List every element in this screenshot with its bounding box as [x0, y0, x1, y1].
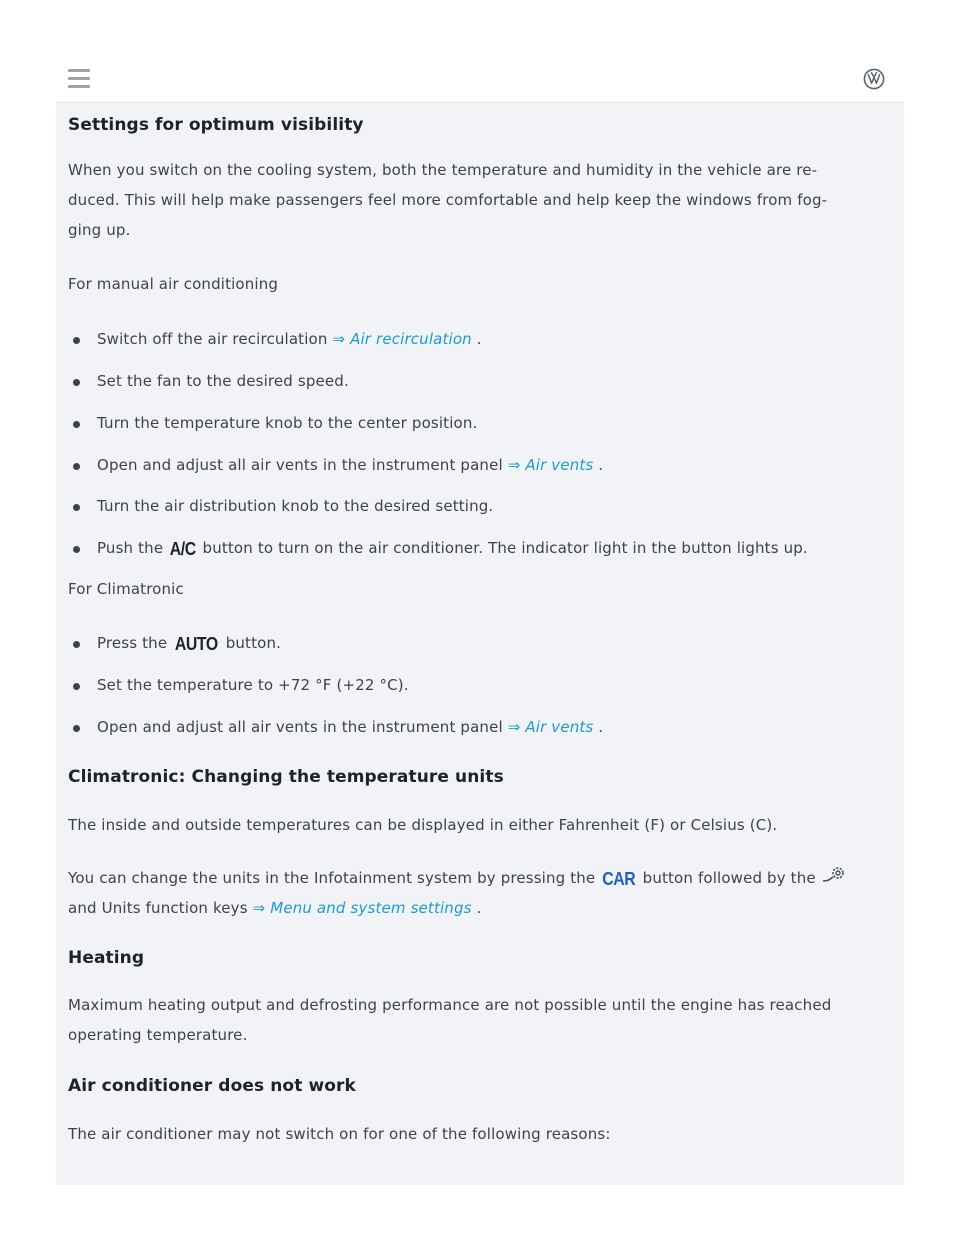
bullet-icon — [73, 683, 80, 690]
units-line-2 — [68, 863, 847, 894]
step-text: Switch off the air recirculation — [97, 330, 333, 348]
step-suffix: . — [471, 330, 482, 348]
link-air-vents[interactable]: ⇒ Air vents — [507, 718, 594, 736]
intro-line-1: When you switch on the cooling system, both the temperature and humidity in the vehicle are re- — [68, 161, 818, 179]
top-bar — [56, 56, 904, 103]
step-suffix: . — [593, 456, 604, 474]
step-text: Push the — [97, 539, 169, 557]
bullet-icon — [73, 379, 80, 386]
link-air-recirculation[interactable]: ⇒ Air recirculation — [332, 330, 472, 348]
bullet-icon — [73, 546, 80, 553]
ac-button-icon: A/C — [169, 539, 196, 559]
link-menu-system-settings[interactable]: ⇒ Menu and system settings — [252, 899, 472, 917]
heading-units: Climatronic: Changing the temperature units — [68, 767, 504, 787]
heading-visibility: Settings for optimum visibility — [68, 115, 364, 135]
step-text: Turn the temperature knob to the center position. — [97, 414, 478, 432]
bullet-icon — [73, 463, 80, 470]
step-suffix: button. — [220, 634, 282, 652]
step-text: Set the temperature to +72 °F (+22 °C). — [97, 676, 409, 694]
auto-button-icon: AUTO — [175, 634, 218, 654]
manual-label: For manual air conditioning — [68, 275, 279, 293]
link-air-vents[interactable]: ⇒ Air vents — [507, 456, 594, 474]
step-text: Open and adjust all air vents in the instrument panel — [97, 718, 508, 736]
units-line-1: The inside and outside temperatures can be displayed in either Fahrenheit (F) or Celsius (C). — [68, 816, 778, 834]
bullet-icon — [73, 421, 80, 428]
units-suffix: . — [471, 899, 482, 917]
menu-icon[interactable] — [68, 69, 90, 89]
units-text: button followed by the — [637, 869, 821, 887]
step-text: Set the fan to the desired speed. — [97, 372, 349, 390]
content-panel — [56, 103, 904, 1185]
intro-line-3: ging up. — [68, 221, 131, 239]
units-line-3 — [68, 893, 481, 923]
heading-ac-fail: Air conditioner does not work — [68, 1076, 356, 1096]
climatronic-label: For Climatronic — [68, 580, 184, 598]
units-text: and Units function keys — [68, 899, 253, 917]
bullet-icon — [73, 337, 80, 344]
car-button-icon: CAR — [602, 869, 636, 889]
step-text: Press the — [97, 634, 173, 652]
intro-line-2: duced. This will help make passengers feel more comfortable and help keep the windows from fog- — [68, 191, 828, 209]
ac-fail-line: The air conditioner may not switch on for one of the following reasons: — [68, 1125, 611, 1143]
step-suffix: . — [593, 718, 604, 736]
step-suffix: button to turn on the air conditioner. The indicator light in the button lights up. — [197, 539, 808, 557]
bullet-icon — [73, 504, 80, 511]
heading-heating: Heating — [68, 948, 145, 968]
heating-line-1: Maximum heating output and defrosting performance are not possible until the engine has reached — [68, 996, 832, 1014]
step-text: Open and adjust all air vents in the instrument panel — [97, 456, 508, 474]
settings-gear-icon — [821, 866, 847, 884]
step-text: Turn the air distribution knob to the desired setting. — [97, 497, 494, 515]
heating-line-2: operating temperature. — [68, 1026, 248, 1044]
units-text: You can change the units in the Infotainment system by pressing the — [68, 869, 601, 887]
bullet-icon — [73, 725, 80, 732]
bullet-icon — [73, 641, 80, 648]
vw-logo-icon[interactable] — [863, 68, 885, 90]
